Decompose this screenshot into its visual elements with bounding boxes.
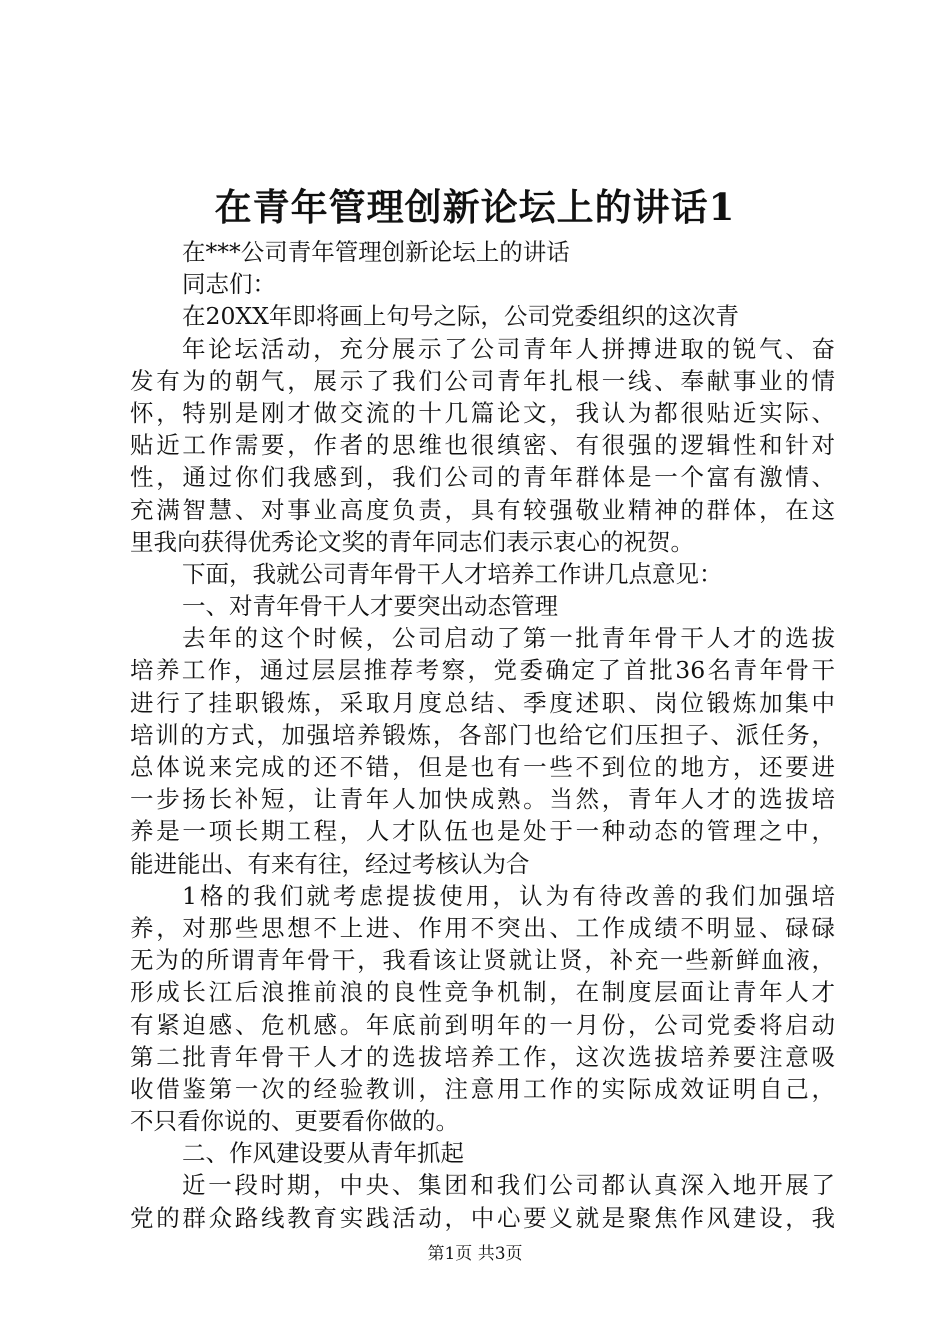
text-line: 1格的我们就考虑提拔使用，认为有待改善的我们加强培 bbox=[182, 881, 835, 910]
text-line: 一步扬长补短，让青年人加快成熟。当然，青年人才的选拔培 bbox=[130, 785, 835, 814]
text-line: 养是一项长期工程，人才队伍也是处于一种动态的管理之中， bbox=[130, 817, 835, 846]
text-line: 养，对那些思想不上进、作用不突出、工作成绩不明显、碌碌 bbox=[130, 913, 835, 942]
text-line: 不只看你说的、更要看你做的。 bbox=[130, 1107, 459, 1136]
text-line: 总体说来完成的还不错，但是也有一些不到位的地方，还要进 bbox=[130, 753, 835, 781]
text-line: 充满智慧、对事业高度负责，具有较强敬业精神的群体，在这 bbox=[130, 495, 835, 524]
text-line: 怀，特别是刚才做交流的十几篇论文，我认为都很贴近实际、 bbox=[130, 398, 835, 427]
document-title: 在青年管理创新论坛上的讲话1 bbox=[214, 185, 736, 229]
text-line: 近一段时期，中央、集团和我们公司都认真深入地开展了 bbox=[182, 1171, 835, 1200]
text-line: 里我向获得优秀论文奖的青年同志们表示衷心的祝贺。 bbox=[130, 527, 694, 556]
text-line: 性，通过你们我感到，我们公司的青年群体是一个富有激情、 bbox=[130, 463, 835, 492]
text-line: 收借鉴第一次的经验教训，注意用工作的实际成效证明自己， bbox=[130, 1074, 835, 1103]
text-line: 年论坛活动，充分展示了公司青年人拼搏进取的锐气、奋 bbox=[182, 334, 835, 363]
text-line: 培训的方式，加强培养锻炼，各部门也给它们压担子、派任务， bbox=[130, 720, 835, 749]
text-line: 进行了挂职锻炼，采取月度总结、季度述职、岗位锻炼加集中 bbox=[130, 688, 835, 717]
text-line: 在20XX年即将画上句号之际，公司党委组织的这次青 bbox=[182, 302, 739, 331]
section-heading: 二、作风建设要从青年抓起 bbox=[182, 1139, 464, 1168]
text-line: 下面，我就公司青年骨干人才培养工作讲几点意见： bbox=[182, 559, 723, 588]
text-line: 发有为的朝气，展示了我们公司青年扎根一线、奉献事业的情 bbox=[130, 366, 835, 395]
text-line: 贴近工作需要，作者的思维也很缜密、有很强的逻辑性和针对 bbox=[130, 431, 835, 460]
text-line: 能进能出、有来有往，经过考核认为合 bbox=[130, 849, 530, 878]
text-line: 无为的所谓青年骨干，我看该让贤就让贤，补充一些新鲜血液， bbox=[130, 946, 835, 975]
text-line: 第二批青年骨干人才的选拔培养工作，这次选拔培养要注意吸 bbox=[130, 1042, 835, 1071]
text-line: 有紧迫感、危机感。年底前到明年的一月份，公司党委将启动 bbox=[130, 1010, 835, 1039]
section-heading: 一、对青年骨干人才要突出动态管理 bbox=[182, 592, 558, 621]
text-line: 形成长江后浪推前浪的良性竞争机制，在制度层面让青年人才 bbox=[130, 978, 835, 1007]
text-line: 同志们： bbox=[182, 270, 276, 299]
document-body bbox=[130, 236, 835, 1234]
text-line: 在***公司青年管理创新论坛上的讲话 bbox=[182, 238, 570, 266]
text-line: 培养工作，通过层层推荐考察，党委确定了首批36名青年骨干 bbox=[130, 656, 835, 685]
text-line: 去年的这个时候，公司启动了第一批青年骨干人才的选拔 bbox=[182, 624, 835, 653]
text-line: 党的群众路线教育实践活动，中心要义就是聚焦作风建设，我 bbox=[130, 1203, 835, 1232]
page-footer: 第1页 共3页 bbox=[427, 1244, 523, 1264]
